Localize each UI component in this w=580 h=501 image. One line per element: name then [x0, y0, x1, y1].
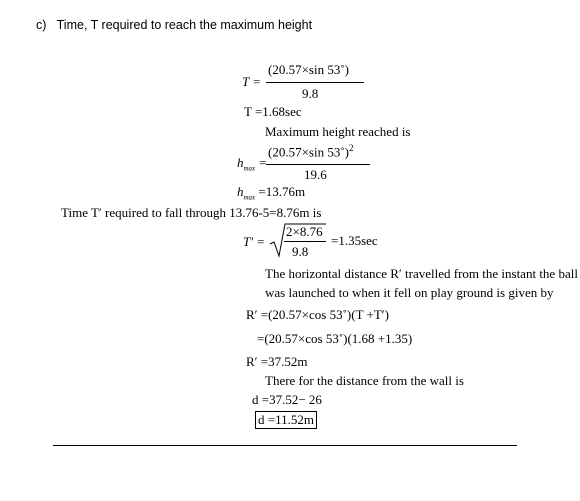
eq3-fraction-line [266, 164, 370, 165]
eq1-numerator: (20.57×sin 53˚) [268, 62, 349, 77]
section-title: Time, T required to reach the maximum height [56, 18, 313, 32]
text-horizontal-1: The horizontal distance Rʹ travelled from the instant the ball [265, 266, 578, 281]
eq7: =(20.57×cos 53˚)(1.68 +1.35) [257, 331, 413, 346]
eq10-final-answer: d =11.52m [255, 411, 317, 429]
text-time-fall: Time Tʹ required to fall through 13.76-5=8.76m is [61, 205, 322, 220]
eq5-lhs: Tʹ = [243, 234, 266, 249]
eq6: Rʹ =(20.57×cos 53˚)(T +Tʹ) [246, 307, 389, 322]
text-horizontal-2: was launched to when it fell on play ground is given by [265, 285, 554, 300]
eq4: $h_{max} =13.76m$ [237, 184, 306, 202]
eq1-denominator: 9.8 [302, 86, 319, 101]
eq5-radicand-numerator: 2×8.76 [286, 224, 323, 239]
eq3-numerator: (20.57×sin 53˚)$^2$ [268, 143, 354, 160]
footer-rule [53, 445, 517, 446]
section-heading [36, 18, 312, 32]
eq9: d =37.52− 26 [252, 392, 322, 407]
eq3-lhs: $h_{max}$ = [237, 155, 268, 173]
eq1-lhs: T = [242, 74, 262, 89]
eq5-radicand-denominator: 9.8 [292, 244, 309, 259]
eq5-rhs: =1.35sec [331, 233, 378, 248]
eq8: Rʹ =37.52m [246, 354, 308, 369]
eq2: T =1.68sec [244, 104, 302, 119]
eq1-fraction-line [266, 82, 364, 83]
section-label: c) [36, 18, 47, 32]
text-max-height: Maximum height reached is [265, 124, 411, 139]
eq3-denominator: 19.6 [304, 167, 327, 182]
text-distance: There for the distance from the wall is [265, 373, 464, 388]
eq5-fraction-line [284, 241, 326, 242]
